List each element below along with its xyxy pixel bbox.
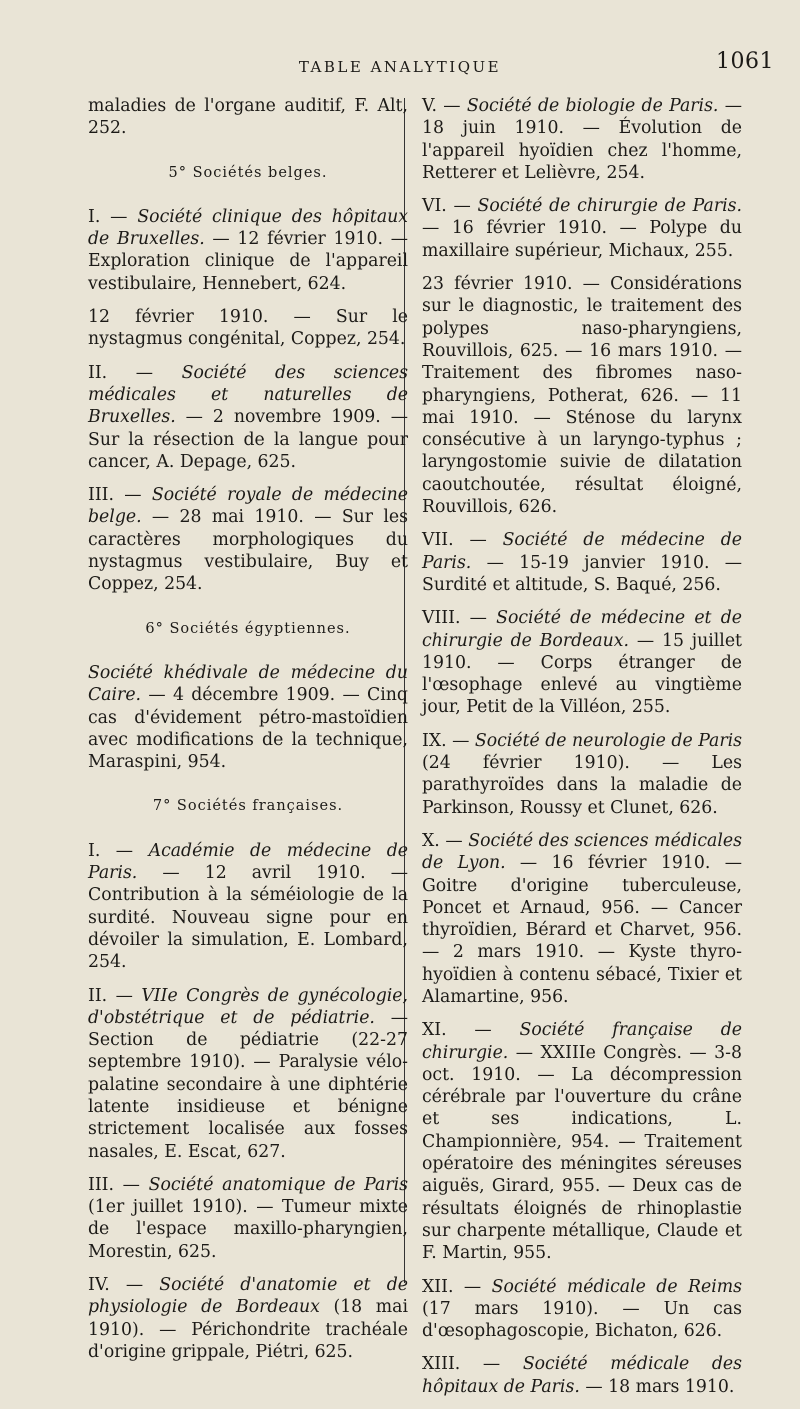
- index-entry: III. — Société royale de médecine belge. — 28 mai 1910. — Sur les caractères morphologiques du nystagmus vestibulaire, Buy et Coppez, 254.: [88, 485, 408, 595]
- index-entry: V. — Société de biologie de Paris. — 18 juin 1910. — Évolution de l'appareil hyoïdien chez l'homme, Retterer et Lelièvre, 254.: [422, 96, 743, 183]
- right-column: [422, 95, 742, 1409]
- index-entry: VI. — Société de chirurgie de Paris. — 16 février 1910. — Polype du maxillaire supérieur, Michaux, 255.: [422, 196, 742, 261]
- index-entry: X. — Société des sciences médicales de Lyon. — 16 février 1910. — Goitre d'origine tuberculeuse, Poncet et Arnaud, 956. — Cancer thyroïdien, Bérard et Charvet, 956. — 2 mars 1910. — Kyste thyro-hyoïdien à contenu sébacé, Tixier et Alamartine, 956.: [422, 830, 742, 1007]
- page-header: [0, 0, 800, 95]
- index-entry: Société khédivale de médecine du Caire. — 4 décembre 1909. — Cinq cas d'évidement pétro-mastoïdien avec modifications de la technique, Maraspini, 954.: [88, 662, 408, 773]
- index-entry: maladies de l'organe auditif, F. Alt, 252.: [88, 96, 408, 139]
- running-head: TABLE ANALYTIQUE: [298, 58, 502, 76]
- index-entry: I. — Académie de médecine de Paris. — 12 avril 1910. — Contribution à la séméiologie de la surdité. Nouveau signe pour en dévoiler la simulation, E. Lombard, 254.: [88, 840, 408, 973]
- index-entry: VII. — Société de médecine de Paris. — 15-19 janvier 1910. — Surdité et altitude, S. Baqué, 256.: [422, 530, 742, 595]
- index-entry: II. — VIIe Congrès de gynécologie, d'obstétrique et de pédiatrie. — Section de pédiatrie (22-27 septembre 1910). — Paralysie vélo-palatine secondaire à une diphtérie latente insidieuse et bénigne strictement localisée aux fosses nasales, E. Escat, 627.: [88, 985, 409, 1162]
- index-entry: II. — Société des sciences médicales et naturelles de Bruxelles. — 2 novembre 1909. — Sur la résection de la langue pour cancer, A. Depage, 625.: [88, 362, 408, 472]
- index-entry: III. — Société anatomique de Paris (1er juillet 1910). — Tumeur mixte de l'espace maxillo-pharyngien, Morestin, 625.: [88, 1174, 408, 1262]
- index-entry: XII. — Société médicale de Reims (17 mars 1910). — Un cas d'œsophagoscopie, Bichaton, 626.: [422, 1276, 743, 1342]
- left-column: [88, 95, 408, 1374]
- index-entry: IV. — Société d'anatomie et de physiologie de Bordeaux (18 mai 1910). — Périchondrite trachéale d'origine grippale, Piétri, 625.: [88, 1275, 408, 1362]
- page-number: 1061: [716, 49, 774, 74]
- index-entry: I. — Société clinique des hôpitaux de Bruxelles. — 12 février 1910. — Exploration clinique de l'appareil vestibulaire, Hennebert, 624.: [88, 206, 408, 294]
- index-entry: 12 février 1910. — Sur le nystagmus congénital, Coppez, 254.: [88, 307, 408, 350]
- index-entry: IX. — Société de neurologie de Paris (24 février 1910). — Les parathyroïdes dans la maladie de Parkinson, Roussy et Clunet, 626.: [422, 730, 742, 818]
- index-entry: XI. — Société française de chirurgie. — XXIIIe Congrès. — 3-8 oct. 1910. — La décompression cérébrale par l'ouverture du crâne et ses indications, L. Championnière, 954. — Traitement opératoire des méningites séreuses aiguës, Girard, 955. — Deux cas de résultats éloignés de rhinoplastie sur charpente métallique, Claude et F. Martin, 955.: [422, 1020, 742, 1264]
- index-entry: 23 février 1910. — Considérations sur le diagnostic, le traitement des polypes naso-pharyngiens, Rouvillois, 625. — 16 mars 1910. — Traitement des fibromes naso-pharyngiens, Potherat, 626. — 11 mai 1910. — Sténose du larynx consécutive à un laryngo-typhus ; laryngostomie suivie de dilatation caoutchoutée, résultat éloigné, Rouvillois, 626.: [422, 274, 742, 518]
- section-heading: 6° Sociétés égyptiennes.: [145, 620, 351, 637]
- index-entry: VIII. — Société de médecine et de chirurgie de Bordeaux. — 15 juillet 1910. — Corps étranger de l'œsophage enlevé au vingtième jour, Petit de la Villéon, 255.: [422, 608, 742, 718]
- section-heading: 5° Sociétés belges.: [168, 164, 328, 181]
- section-heading: 7° Sociétés françaises.: [152, 798, 344, 815]
- index-entry: XIII. — Société médicale des hôpitaux de Paris. — 18 mars 1910.: [422, 1354, 742, 1397]
